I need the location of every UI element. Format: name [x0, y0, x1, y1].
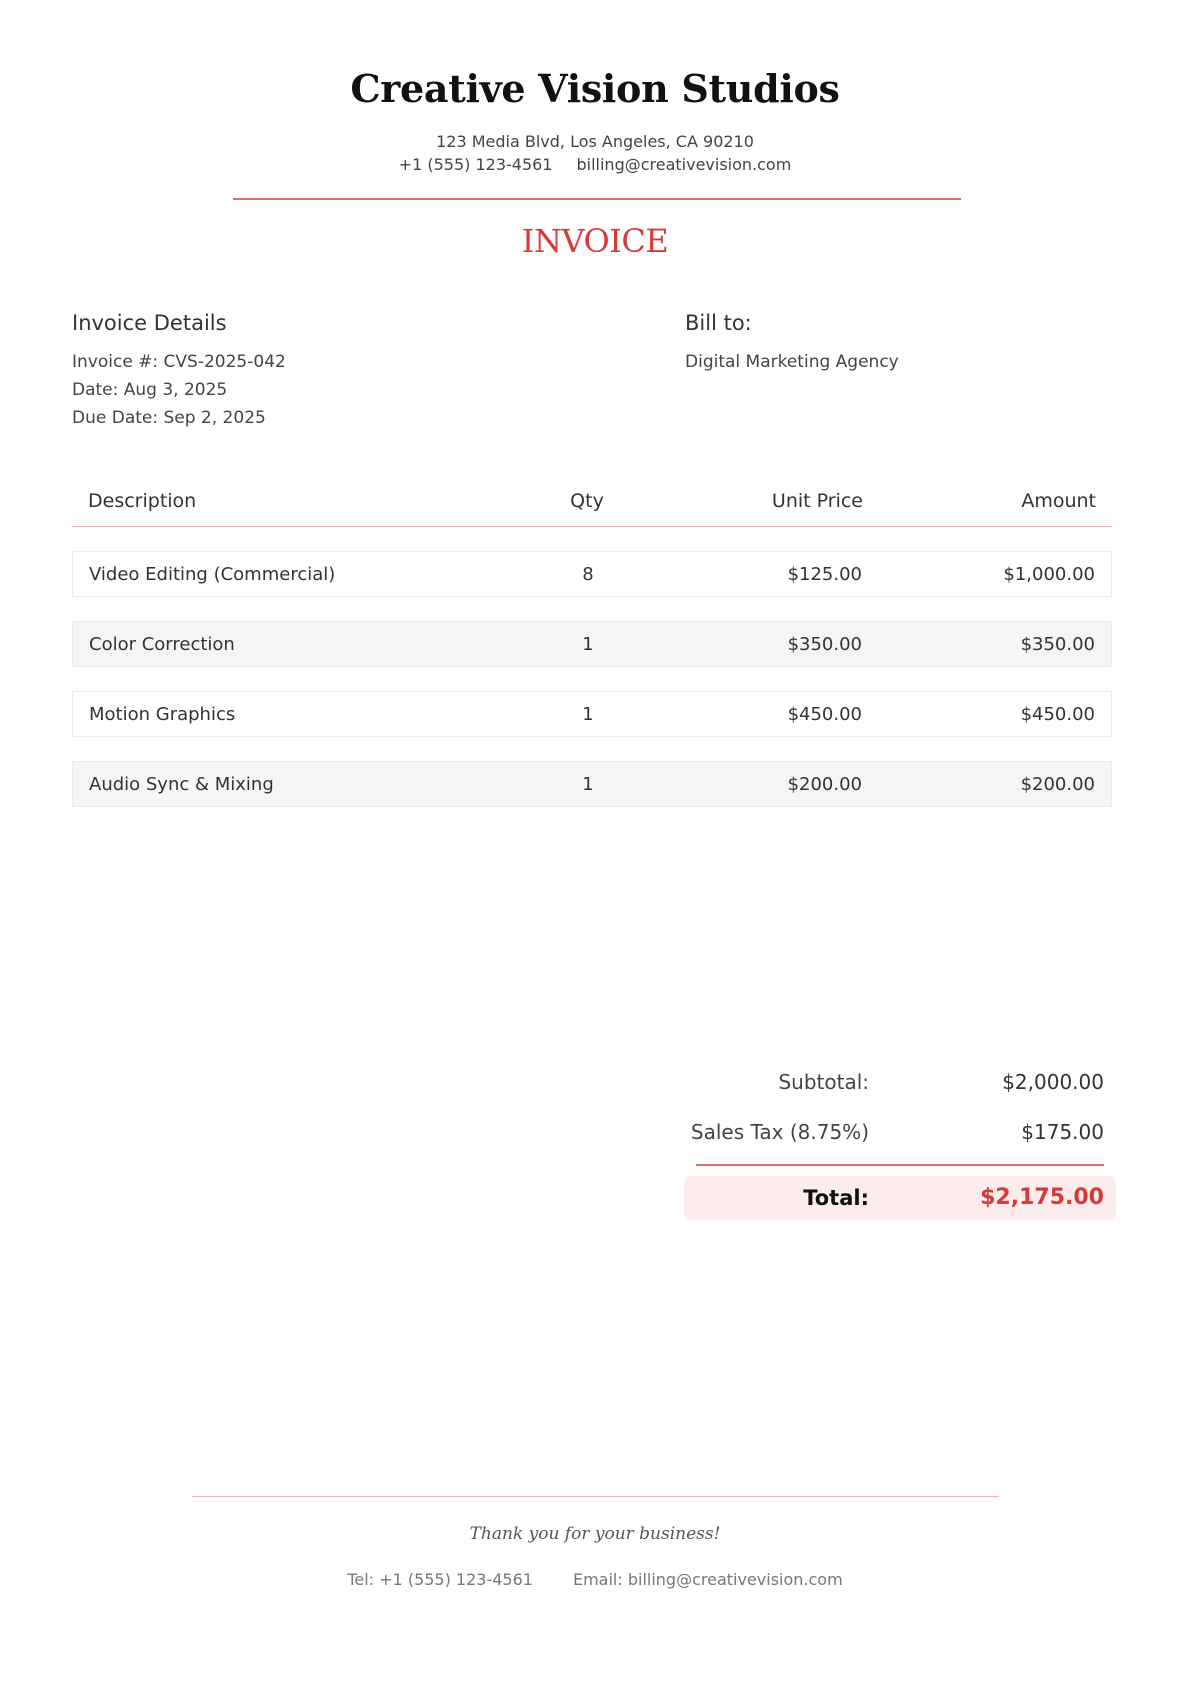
item-description: Video Editing (Commercial): [89, 564, 336, 585]
header-qty: Qty: [570, 490, 604, 512]
item-qty: 1: [582, 634, 594, 655]
item-unit-price: $125.00: [787, 564, 862, 585]
invoice-details-block: [72, 310, 572, 432]
bill-to-heading: Bill to:: [685, 311, 752, 335]
item-description: Motion Graphics: [89, 704, 236, 725]
invoice-title: INVOICE: [521, 222, 669, 260]
table-header-row: [72, 486, 1112, 527]
company-address: 123 Media Blvd, Los Angeles, CA 90210: [436, 132, 754, 151]
item-description: Audio Sync & Mixing: [89, 774, 274, 795]
footer-contact: [0, 1570, 1190, 1589]
item-qty: 1: [582, 704, 594, 725]
company-name: Creative Vision Studios: [350, 66, 840, 111]
header-description: Description: [88, 490, 197, 512]
subtotal-row: [684, 1066, 1116, 1116]
invoice-number: Invoice #: CVS-2025-042: [72, 352, 286, 372]
item-unit-price: $450.00: [787, 704, 862, 725]
item-unit-price: $200.00: [787, 774, 862, 795]
invoice-date: Date: Aug 3, 2025: [72, 380, 228, 400]
item-qty: 8: [582, 564, 594, 585]
tax-label: Sales Tax (8.75%): [690, 1120, 869, 1144]
subtotal-label: Subtotal:: [778, 1070, 869, 1094]
table-row: [72, 621, 1112, 667]
total-label: Total:: [803, 1186, 869, 1210]
subtotal-value: $2,000.00: [1002, 1070, 1104, 1094]
company-email: billing@creativevision.com: [576, 155, 792, 174]
item-amount: $200.00: [1020, 774, 1095, 795]
item-amount: $350.00: [1020, 634, 1095, 655]
company-contact: [0, 155, 1190, 174]
total-value: $2,175.00: [980, 1185, 1104, 1210]
grand-total-row: [684, 1176, 1116, 1220]
tax-value: $175.00: [1021, 1120, 1104, 1144]
header-divider: [233, 198, 961, 200]
footer-divider: [192, 1496, 999, 1497]
item-qty: 1: [582, 774, 594, 795]
company-phone: +1 (555) 123-4561: [398, 155, 553, 174]
table-row: [72, 761, 1112, 807]
footer-tel: Tel: +1 (555) 123-4561: [347, 1570, 533, 1589]
header-amount: Amount: [1021, 490, 1096, 512]
table-row: [72, 551, 1112, 597]
bill-to-client: Digital Marketing Agency: [685, 352, 899, 372]
table-row: [72, 691, 1112, 737]
footer-email: Email: billing@creativevision.com: [572, 1570, 843, 1589]
thank-you-message: Thank you for your business!: [469, 1524, 721, 1544]
item-unit-price: $350.00: [787, 634, 862, 655]
item-amount: $1,000.00: [1003, 564, 1095, 585]
item-amount: $450.00: [1020, 704, 1095, 725]
totals-block: [684, 1066, 1116, 1210]
header-unit-price: Unit Price: [771, 490, 863, 512]
totals-divider: [696, 1164, 1104, 1166]
line-items-table: [72, 486, 1112, 807]
tax-row: [684, 1116, 1116, 1166]
bill-to-block: [685, 310, 1105, 376]
invoice-details-heading: Invoice Details: [72, 311, 227, 335]
item-description: Color Correction: [89, 634, 235, 655]
invoice-due-date: Due Date: Sep 2, 2025: [72, 408, 266, 428]
